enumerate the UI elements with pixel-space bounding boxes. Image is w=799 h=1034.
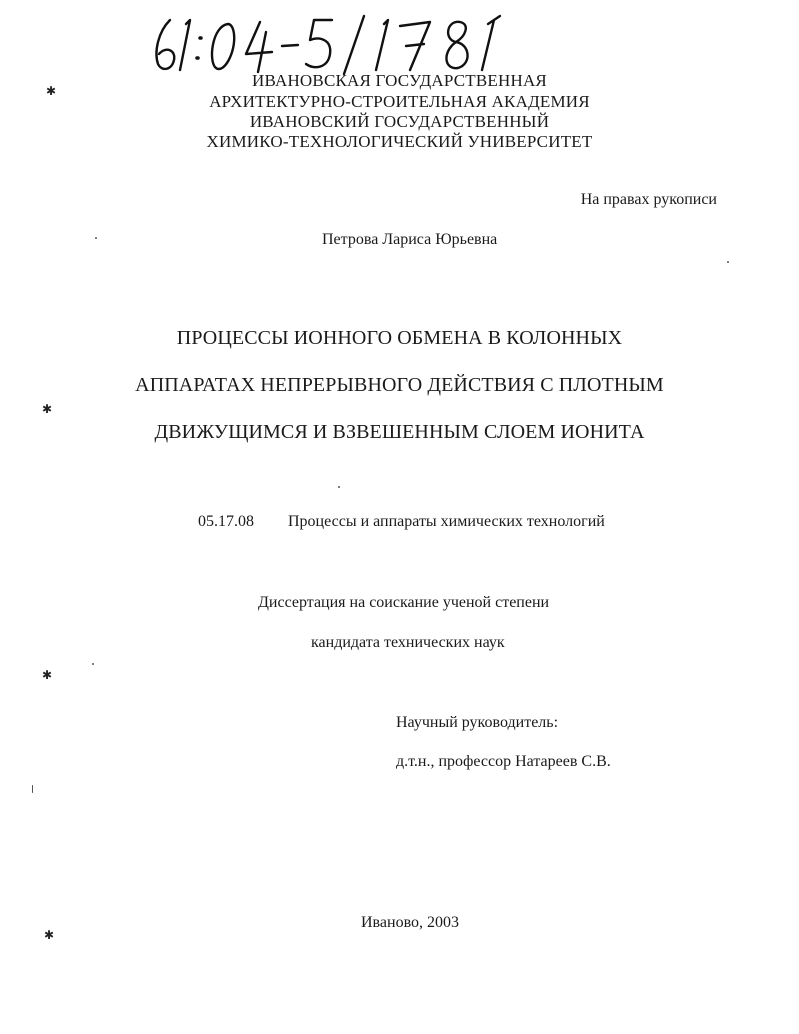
dissertation-title-line-3: ДВИЖУЩИМСЯ И ВЗВЕШЕННЫМ СЛОЕМ ИОНИТА <box>154 421 645 443</box>
author-name: Петрова Лариса Юрьевна <box>322 231 498 248</box>
specialty-code: 05.17.08 <box>198 513 254 530</box>
handwritten-catalog-number <box>148 12 548 76</box>
scan-speck <box>727 261 729 263</box>
scan-speck <box>32 785 33 793</box>
manuscript-rights-note: На правах рукописи <box>580 191 717 208</box>
dissertation-title-line-1: ПРОЦЕССЫ ИОННОГО ОБМЕНА В КОЛОННЫХ <box>176 327 623 349</box>
dissertation-title-line-2: АППАРАТАХ НЕПРЕРЫВНОГО ДЕЙСТВИЯ С ПЛОТНЫМ <box>135 374 664 396</box>
scan-speck <box>92 663 94 665</box>
supervisor-label: Научный руководитель: <box>396 714 559 731</box>
degree-line-2: кандидата технических наук <box>311 634 505 651</box>
supervisor-name: д.т.н., профессор Натареев С.В. <box>396 753 611 770</box>
binding-hole-mark-icon: ✱ <box>46 84 57 98</box>
organization-line-1: ИВАНОВСКАЯ ГОСУДАРСТВЕННАЯ <box>252 71 547 90</box>
binding-hole-mark-icon: ✱ <box>42 402 53 416</box>
binding-hole-mark-icon: ✱ <box>44 928 55 942</box>
organization-line-3: ИВАНОВСКИЙ ГОСУДАРСТВЕННЫЙ <box>249 112 550 131</box>
binding-hole-mark-icon: ✱ <box>42 668 53 682</box>
city-year: Иваново, 2003 <box>361 914 460 931</box>
specialty-name: Процессы и аппараты химических технологий <box>288 513 605 530</box>
scan-speck <box>95 237 97 239</box>
scan-speck <box>338 486 340 488</box>
degree-line-1: Диссертация на соискание ученой степени <box>258 594 550 611</box>
organization-line-2: АРХИТЕКТУРНО-СТРОИТЕЛЬНАЯ АКАДЕМИЯ <box>209 92 590 111</box>
organization-line-4: ХИМИКО-ТЕХНОЛОГИЧЕСКИЙ УНИВЕРСИТЕТ <box>206 132 593 151</box>
